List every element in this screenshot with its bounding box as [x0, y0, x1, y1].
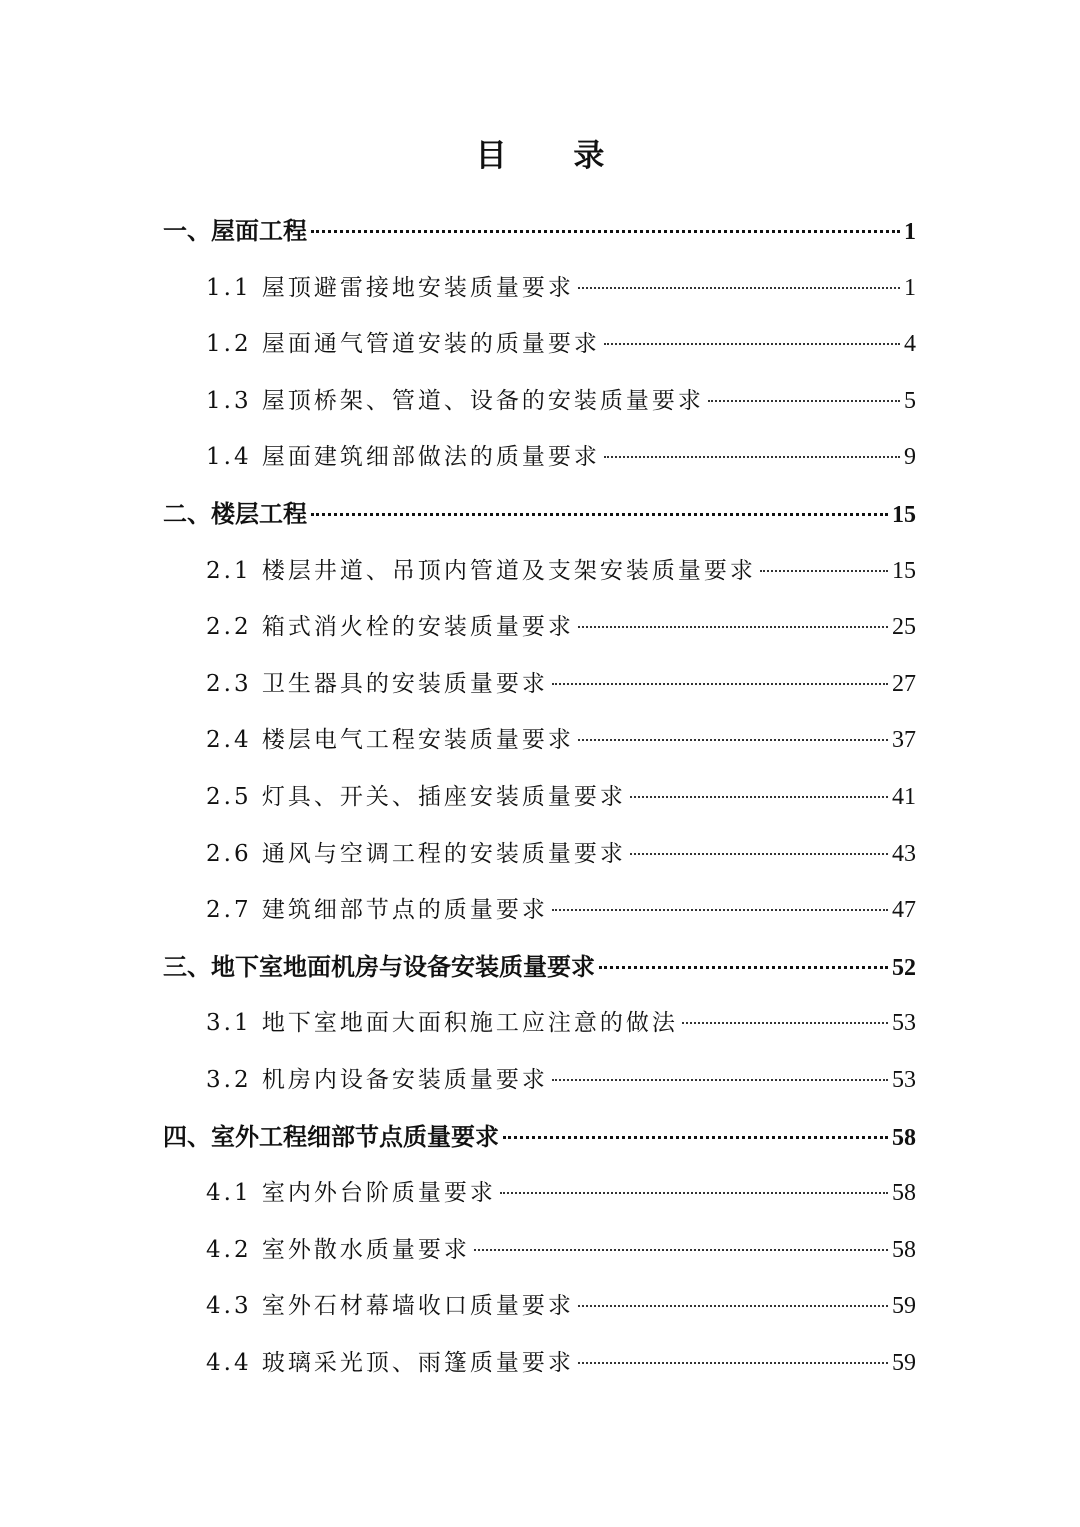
- toc-entry-label: 2.5 灯具、开关、插座安装质量要求: [206, 784, 626, 810]
- toc-page-number: 47: [892, 897, 916, 924]
- toc-dot-leader: [630, 853, 888, 855]
- toc-page-number: 53: [892, 1067, 916, 1093]
- toc-section-entry[interactable]: [163, 947, 916, 987]
- toc-subsection-entry[interactable]: [206, 551, 916, 591]
- toc-dot-leader: [604, 343, 900, 345]
- toc-entry-label: 2.3 卫生器具的安装质量要求: [206, 670, 548, 697]
- toc-dot-leader: [552, 909, 888, 911]
- toc-dot-leader: [604, 456, 900, 458]
- toc-dot-leader: [311, 230, 900, 233]
- toc-dot-leader: [578, 287, 900, 289]
- toc-page-number: 37: [892, 727, 916, 754]
- toc-dot-leader: [552, 683, 888, 685]
- toc-page-number: 41: [892, 784, 916, 810]
- toc-entry-label: 1.1 屋顶避雷接地安装质量要求: [206, 274, 574, 301]
- toc-section-entry[interactable]: [163, 494, 916, 534]
- toc-entry-label: 1.2 屋面通气管道安装的质量要求: [206, 331, 600, 358]
- toc-dot-leader: [708, 400, 900, 402]
- toc-entry-label: 4.3 室外石材幕墙收口质量要求: [206, 1293, 574, 1320]
- toc-page-number: 58: [892, 1180, 916, 1207]
- toc-entry-label: 3.1 地下室地面大面积施工应注意的做法: [206, 1010, 678, 1037]
- toc-page-number: 52: [892, 954, 916, 981]
- toc-entry-label: 4.4 玻璃采光顶、雨篷质量要求: [206, 1350, 574, 1376]
- toc-entry-label: 3.2 机房内设备安装质量要求: [206, 1067, 548, 1093]
- toc-subsection-entry[interactable]: [206, 1060, 916, 1100]
- toc-page-number: 27: [892, 670, 916, 697]
- toc-entry-label: 4.1 室内外台阶质量要求: [206, 1180, 496, 1207]
- toc-subsection-entry[interactable]: [206, 607, 916, 647]
- toc-entry-label: 2.7 建筑细部节点的质量要求: [206, 897, 548, 924]
- toc-page-number: 53: [892, 1010, 916, 1037]
- toc-subsection-entry[interactable]: [206, 834, 916, 874]
- toc-entry-label: 4.2 室外散水质量要求: [206, 1236, 470, 1263]
- toc-page-number: 25: [892, 614, 916, 641]
- toc-subsection-entry[interactable]: [206, 1230, 916, 1270]
- toc-subsection-entry[interactable]: [206, 664, 916, 704]
- toc-subsection-entry[interactable]: [206, 268, 916, 308]
- toc-subsection-entry[interactable]: [206, 890, 916, 930]
- toc-dot-leader: [578, 739, 888, 741]
- toc-dot-leader: [682, 1022, 888, 1024]
- toc-page-number: 59: [892, 1293, 916, 1320]
- toc-subsection-entry[interactable]: [206, 720, 916, 760]
- toc-entry-label: 四、室外工程细部节点质量要求: [163, 1122, 499, 1151]
- toc-dot-leader: [599, 966, 888, 969]
- toc-entry-label: 一、屋面工程: [163, 217, 307, 245]
- toc-entry-label: 1.4 屋面建筑细部做法的质量要求: [206, 444, 600, 471]
- toc-page-number: 15: [892, 557, 916, 584]
- toc-page-number: 58: [892, 1124, 916, 1151]
- toc-page-number: 43: [892, 840, 916, 867]
- toc-dot-leader: [760, 570, 888, 572]
- toc-dot-leader: [474, 1249, 888, 1251]
- toc-page-number: 15: [892, 502, 916, 528]
- toc-entry-label: 三、地下室地面机房与设备安装质量要求: [163, 952, 595, 981]
- toc-dot-leader: [552, 1079, 888, 1081]
- toc-dot-leader: [578, 1305, 888, 1307]
- toc-section-entry[interactable]: [163, 211, 916, 251]
- toc-subsection-entry[interactable]: [206, 437, 916, 477]
- toc-page-number: 9: [904, 444, 916, 471]
- toc-subsection-entry[interactable]: [206, 1173, 916, 1213]
- toc-subsection-entry[interactable]: [206, 1343, 916, 1383]
- toc-entry-label: 2.6 通风与空调工程的安装质量要求: [206, 840, 626, 867]
- toc-dot-leader: [578, 1362, 888, 1364]
- toc-entry-label: 1.3 屋顶桥架、管道、设备的安装质量要求: [206, 387, 704, 414]
- toc-page-number: 59: [892, 1350, 916, 1376]
- toc-page-number: 1: [904, 219, 916, 245]
- toc-section-entry[interactable]: [163, 1117, 916, 1157]
- toc-subsection-entry[interactable]: [206, 777, 916, 817]
- toc-dot-leader: [578, 626, 888, 628]
- toc-entry-label: 2.4 楼层电气工程安装质量要求: [206, 727, 574, 754]
- toc-page-number: 58: [892, 1236, 916, 1263]
- toc-entry-label: 2.1 楼层井道、吊顶内管道及支架安装质量要求: [206, 557, 756, 584]
- toc-subsection-entry[interactable]: [206, 1003, 916, 1043]
- toc-subsection-entry[interactable]: [206, 1286, 916, 1326]
- toc-entry-label: 二、楼层工程: [163, 500, 307, 528]
- toc-dot-leader: [503, 1136, 888, 1139]
- toc-page-number: 1: [904, 274, 916, 301]
- page-title: 目 录: [475, 138, 633, 174]
- toc-entry-label: 2.2 箱式消火栓的安装质量要求: [206, 614, 574, 641]
- toc-page-number: 5: [904, 387, 916, 414]
- toc-dot-leader: [500, 1192, 888, 1194]
- toc-page-number: 4: [904, 331, 916, 358]
- toc-subsection-entry[interactable]: [206, 324, 916, 364]
- toc-subsection-entry[interactable]: [206, 381, 916, 421]
- toc-dot-leader: [630, 796, 888, 798]
- toc-dot-leader: [311, 513, 888, 516]
